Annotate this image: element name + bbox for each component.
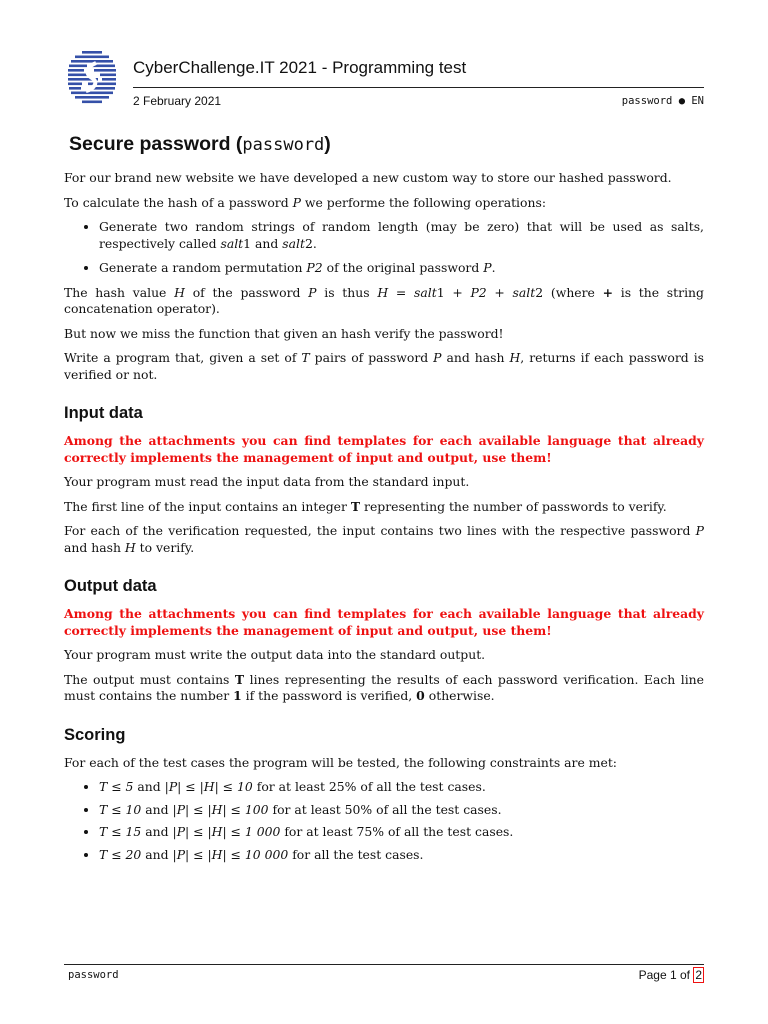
header-language: EN xyxy=(691,95,704,107)
header-date: 2 February 2021 xyxy=(133,94,222,108)
output-paragraph-2: The output must contains T lines representing the results of each password verification. Each line must contains the number 1 if the password is verified, 0 otherwise. xyxy=(64,671,704,703)
scoring-heading: Scoring xyxy=(64,725,126,744)
footer-task-name: password xyxy=(68,969,119,981)
intro-paragraph-2: To calculate the hash of a password P we performe the following operations: xyxy=(64,194,546,210)
input-data-heading: Input data xyxy=(64,404,143,422)
list-item: • T ≤ 5 and |P| ≤ |H| ≤ 10 for at least 25% of all the test cases. xyxy=(99,779,704,796)
scoring-constraints-list xyxy=(64,779,704,863)
header-task-name: password xyxy=(621,95,673,107)
list-item: • Generate a random permutation P2 of the original password P. xyxy=(99,260,704,277)
intro-paragraph-4: But now we miss the function that given an hash verify the password! xyxy=(64,325,504,341)
output-data-heading: Output data xyxy=(64,577,157,595)
problem-code-name: password xyxy=(242,135,325,155)
page-title: Secure password (password) xyxy=(69,133,331,155)
list-item: • Generate two random strings of random length (may be zero) that will be used as salts, respectively called salt1 and salt2. xyxy=(99,219,704,252)
intro-paragraph-1: For our brand new website we have developed a new custom way to store our hashed password. xyxy=(64,170,672,185)
bullet-icon: ● xyxy=(678,95,686,107)
hash-steps-list xyxy=(64,219,704,277)
footer-divider xyxy=(64,964,704,965)
page-indicator: Page 1 of 2 xyxy=(638,968,702,982)
input-paragraph-2: The first line of the input contains an integer T representing the number of passwords to verify. xyxy=(64,498,667,514)
intro-paragraph-3: The hash value H of the password P is thus H = salt1 + P2 + salt2 (where + is the string concatenation operator). xyxy=(64,284,704,316)
input-paragraph-1: Your program must read the input data from the standard input. xyxy=(64,474,470,489)
header-title: CyberChallenge.IT 2021 - Programming test xyxy=(133,58,467,77)
header-task-info xyxy=(622,95,704,107)
output-template-warning: Among the attachments you can find templates for each available language that already correctly implements the management of input and output, use them! xyxy=(64,606,704,638)
intro-paragraph-5: Write a program that, given a set of T pairs of password P and hash H, returns if each password is verified or not. xyxy=(64,350,705,382)
scoring-intro: For each of the test cases the program will be tested, the following constraints are met: xyxy=(64,754,617,770)
list-item: • T ≤ 15 and |P| ≤ |H| ≤ 1 000 for at least 75% of all the test cases. xyxy=(99,824,704,841)
output-paragraph-1: Your program must write the output data into the standard output. xyxy=(64,647,486,662)
header-divider xyxy=(133,87,704,88)
list-item: • T ≤ 10 and |P| ≤ |H| ≤ 100 for at least 50% of all the test cases. xyxy=(99,802,704,819)
last-page-link[interactable]: 2 xyxy=(695,968,702,982)
list-item: • T ≤ 20 and |P| ≤ |H| ≤ 10 000 for all the test cases. xyxy=(99,847,704,864)
cyberchallenge-logo xyxy=(66,49,118,107)
input-template-warning: Among the attachments you can find templates for each available language that already correctly implements the management of input and output, use them! xyxy=(64,433,704,465)
problem-statement xyxy=(64,130,704,871)
input-paragraph-3: For each of the verification requested, the input contains two lines with the respective password P and hash H to verify. xyxy=(64,523,704,555)
